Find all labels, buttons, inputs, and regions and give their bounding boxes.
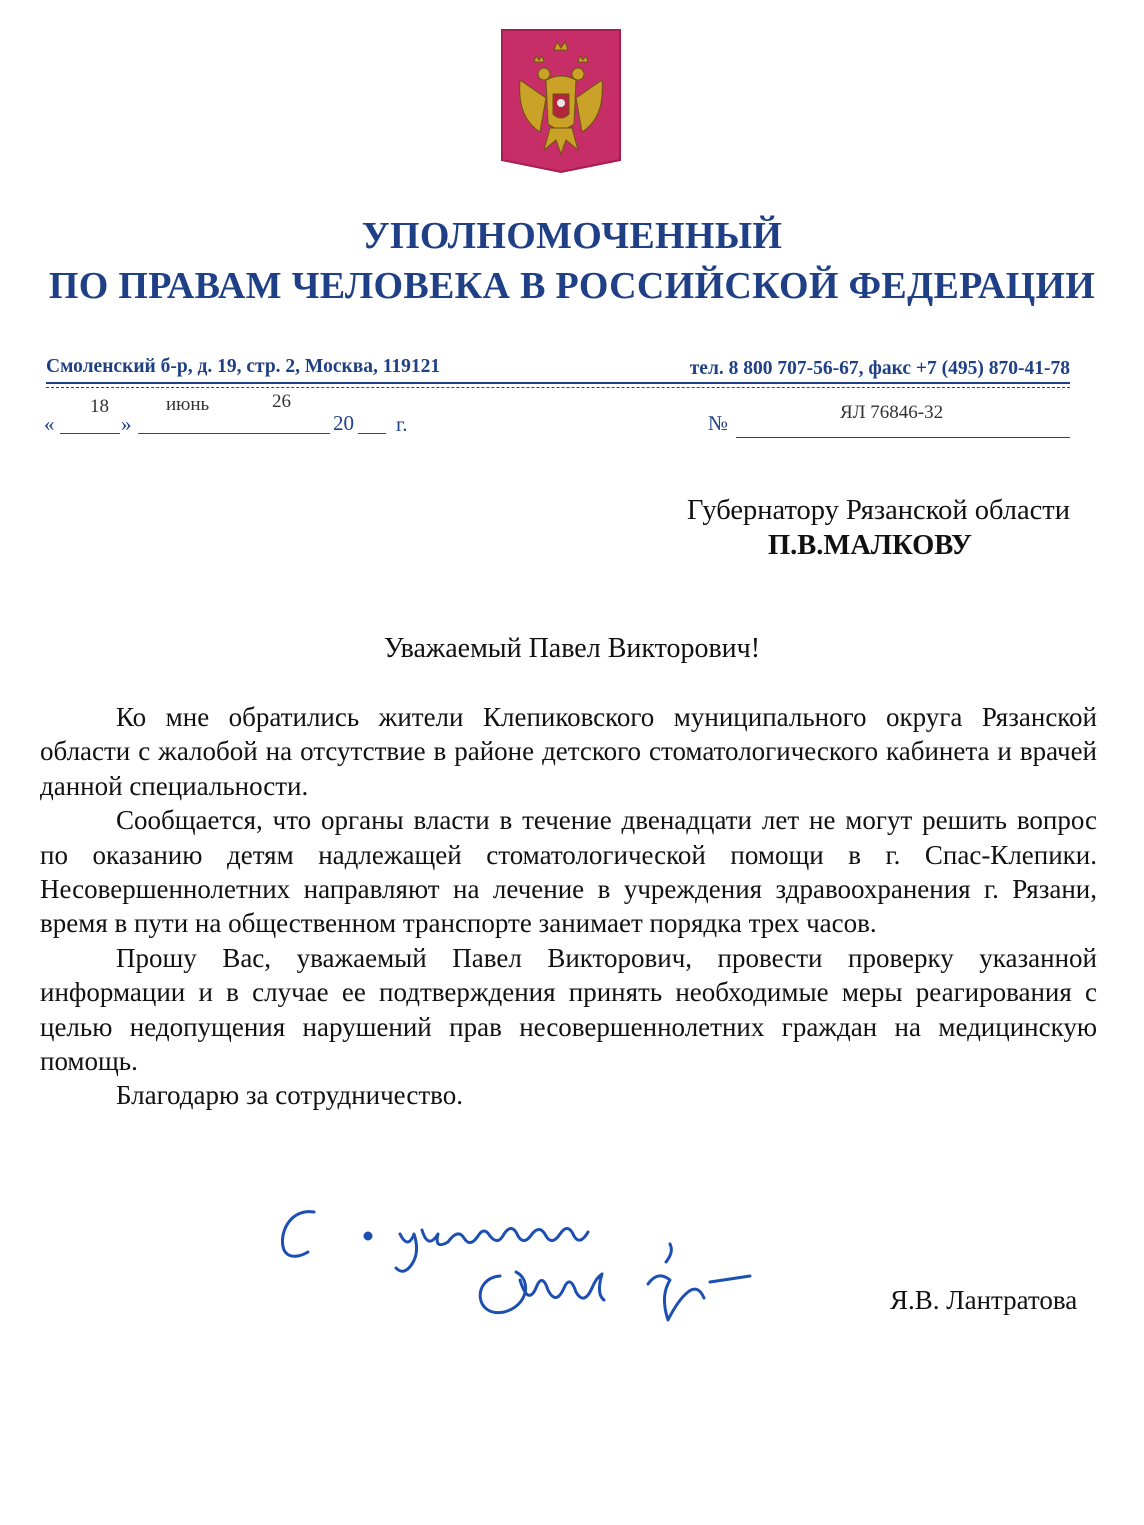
body-paragraph: Ко мне обратились жители Клепиковского муниципального округа Рязанской области с жалобой на отсутствие в районе детского стоматологического кабинета и врачей данной специальности. bbox=[40, 702, 1097, 801]
date-open-quote: « bbox=[44, 412, 55, 436]
recipient-name: П.В.МАЛКОВУ bbox=[768, 530, 972, 561]
date-year-abbr: г. bbox=[396, 412, 408, 436]
date-day-line bbox=[60, 433, 120, 434]
body-paragraph: Сообщается, что органы власти в течение двенадцати лет не могут решить вопрос по оказанию детям надлежащей стоматологической помощи в г. Спас-Клепики. Несовершеннолетних направляют на лечение в учреждения здравоохранения г. Рязани, время в пути на общественном транспорте занимает порядка трех часов. bbox=[40, 805, 1097, 939]
letter-body bbox=[40, 700, 1097, 1113]
date-month: июнь bbox=[166, 394, 210, 415]
body-paragraph: Прошу Вас, уважаемый Павел Викторович, провести проверку указанной информации и в случае ее подтверждения принять необходимые меры реагирования с целью недопущения нарушений прав несовершеннолетних граждан на медицинскую помощь. bbox=[40, 942, 1097, 1077]
recipient-title: Губернатору Рязанской области bbox=[686, 495, 1070, 526]
coat-of-arms-icon bbox=[500, 28, 622, 174]
header-divider-bottom bbox=[46, 387, 1070, 388]
body-paragraph: Благодарю за сотрудничество. bbox=[116, 1080, 463, 1111]
date-month-line bbox=[138, 433, 330, 434]
org-title-line1: УПОЛНОМОЧЕННЫЙ bbox=[361, 215, 783, 257]
doc-number-label: № bbox=[708, 411, 729, 435]
doc-number-line bbox=[736, 437, 1070, 438]
org-contacts: тел. 8 800 707-56-67, факс +7 (495) 870-41-78 bbox=[689, 358, 1070, 379]
date-close-quote: » bbox=[121, 412, 132, 436]
org-address: Смоленский б-р, д. 19, стр. 2, Москва, 119121 bbox=[46, 356, 441, 377]
salutation: Уважаемый Павел Викторович! bbox=[383, 633, 761, 664]
handwritten-signature bbox=[270, 1200, 790, 1350]
date-year-prefix: 20 bbox=[333, 411, 354, 435]
date-day: 18 bbox=[90, 396, 109, 417]
org-title-line2: ПО ПРАВАМ ЧЕЛОВЕКА В РОССИЙСКОЙ ФЕДЕРАЦИИ bbox=[48, 265, 1096, 307]
header-divider-top bbox=[46, 382, 1070, 384]
signer-name: Я.В. Лантратова bbox=[890, 1285, 1078, 1315]
doc-number: ЯЛ 76846-32 bbox=[840, 402, 944, 423]
date-year-line bbox=[358, 433, 386, 434]
date-year-suffix: 26 bbox=[272, 391, 291, 412]
